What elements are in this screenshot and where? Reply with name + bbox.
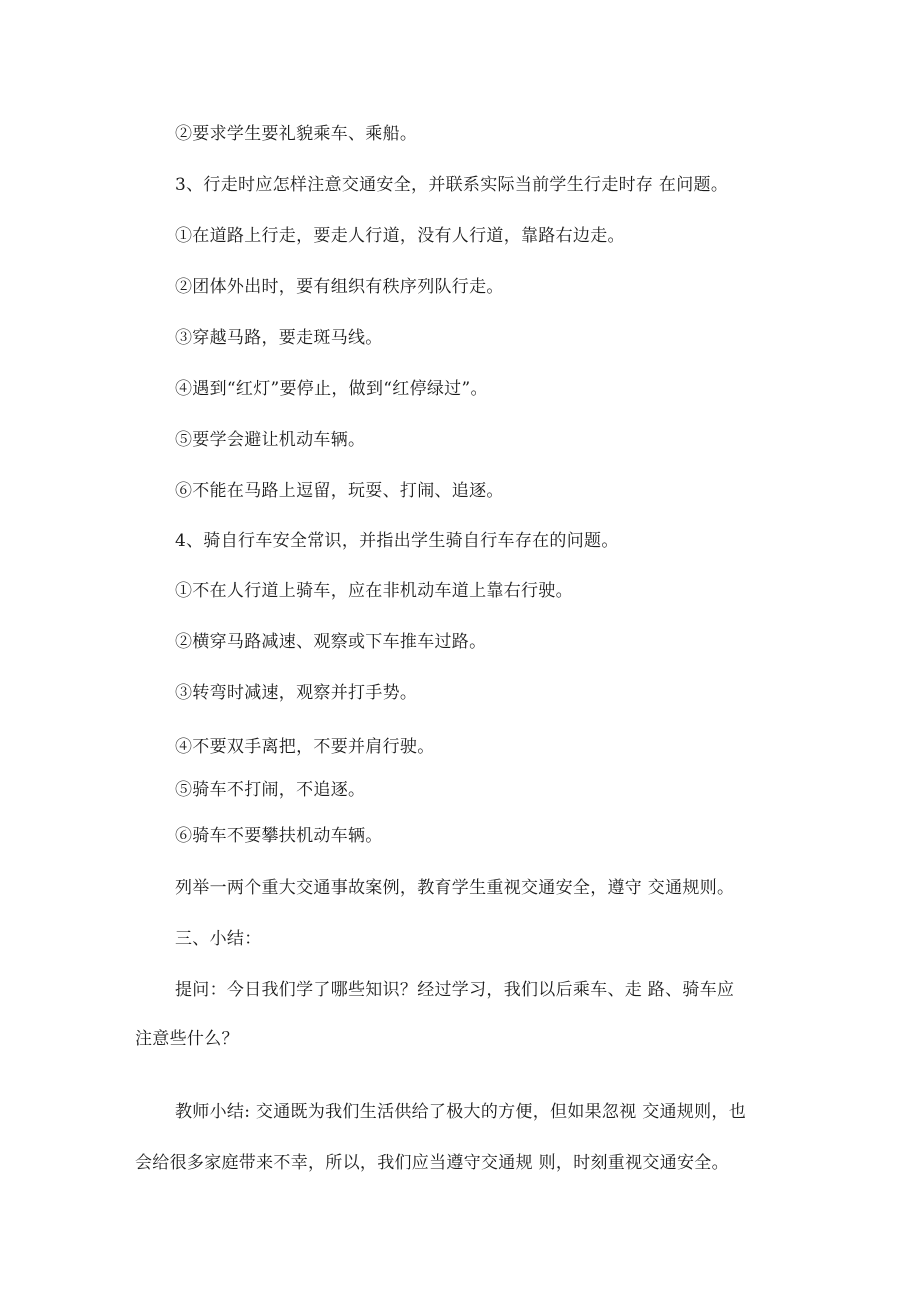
section-heading-summary: 三、小结：	[175, 929, 262, 949]
section-heading-cycling: 4、骑自行车安全常识，并指出学生骑自行车存在的问题。	[175, 531, 619, 551]
text-line: ⑥骑车不要攀扶机动车辆。	[175, 826, 383, 846]
text-line: 提问：今日我们学了哪些知识？经过学习，我们以后乘车、走 路、骑车应	[175, 980, 735, 1000]
text-line: ③穿越马路，要走斑马线。	[175, 328, 383, 348]
text-line: ②团体外出时，要有组织有秩序列队行走。	[175, 277, 504, 297]
text-line: ⑤骑车不打闹，不追逐。	[175, 780, 366, 800]
text-line: 教师小结: 交通既为我们生活供给了极大的方便，但如果忽视 交通规则，也	[175, 1102, 747, 1122]
text-line: 注意些什么？	[135, 1029, 239, 1049]
text-line: ①不在人行道上骑车，应在非机动车道上靠右行驶。	[175, 581, 573, 601]
text-line: ④遇到“红灯”要停止，做到“红停绿过”。	[175, 379, 488, 399]
text-line: ②要求学生要礼貌乘车、乘船。	[175, 124, 418, 144]
text-line: 会给很多家庭带来不幸，所以，我们应当遵守交通规 则，时刻重视交通安全。	[135, 1153, 729, 1173]
text-line: ②横穿马路减速、观察或下车推车过路。	[175, 632, 487, 652]
text-line: ⑤要学会避让机动车辆。	[175, 430, 366, 450]
text-line: 列举一两个重大交通事故案例，教育学生重视交通安全，遵守 交通规则。	[175, 878, 735, 898]
text-line: ⑥不能在马路上逗留，玩耍、打闹、追逐。	[175, 481, 504, 501]
text-line: ④不要双手离把，不要并肩行驶。	[175, 737, 435, 757]
text-line: ①在道路上行走，要走人行道，没有人行道，靠路右边走。	[175, 226, 625, 246]
section-heading-walking: 3、行走时应怎样注意交通安全，并联系实际当前学生行走时存 在问题。	[175, 175, 729, 195]
text-line: ③转弯时减速，观察并打手势。	[175, 683, 418, 703]
